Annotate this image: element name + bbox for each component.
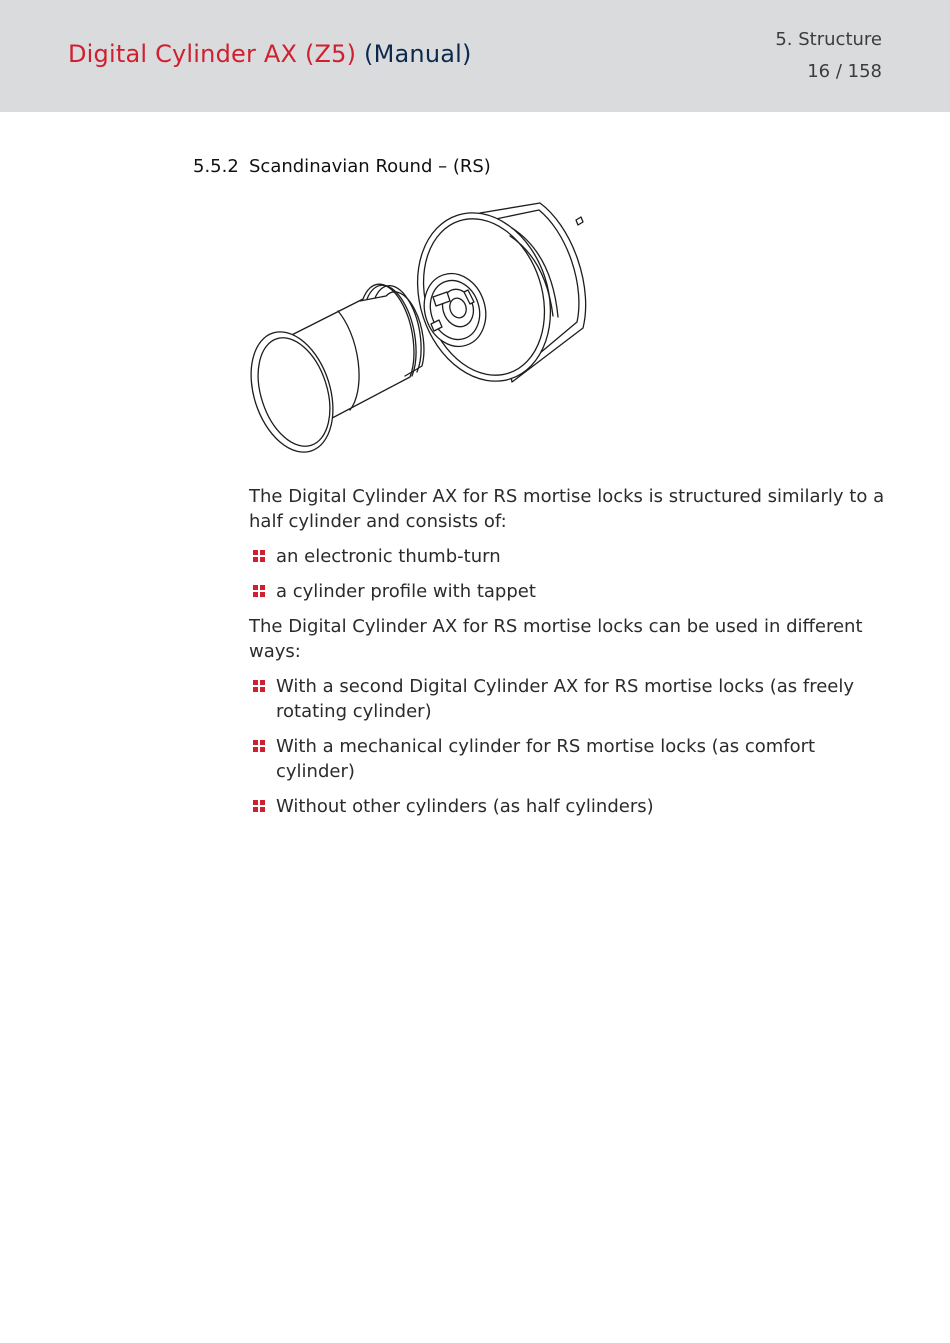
list-item-text: With a second Digital Cylinder AX for RS mortise locks (as freely rotating cylinder)	[276, 676, 855, 722]
section-number: 5.5.2	[193, 156, 239, 177]
usage-list	[249, 674, 889, 819]
document-title-sub: (Manual)	[364, 40, 472, 68]
bullet-icon	[253, 585, 265, 597]
list-item	[249, 734, 889, 784]
list-item	[249, 544, 889, 569]
intro-paragraph: The Digital Cylinder AX for RS mortise locks is structured similarly to a half cylinder and consists of:	[249, 486, 885, 532]
bullet-icon	[253, 740, 265, 752]
section-heading	[193, 156, 491, 177]
bullet-icon	[253, 550, 265, 562]
list-item	[249, 794, 889, 819]
component-list	[249, 544, 889, 604]
list-item-text: an electronic thumb-turn	[276, 546, 501, 567]
list-item-text: Without other cylinders (as half cylinders)	[276, 796, 654, 817]
chapter-name: 5. Structure	[775, 29, 882, 50]
bullet-icon	[253, 800, 265, 812]
page-number: 16 / 158	[807, 61, 882, 82]
page-header	[0, 0, 950, 112]
body-text	[249, 484, 889, 829]
bullet-icon	[253, 680, 265, 692]
usage-paragraph: The Digital Cylinder AX for RS mortise locks can be used in different ways:	[249, 616, 863, 662]
list-item	[249, 579, 889, 604]
document-title-brand: Digital Cylinder AX (Z5)	[68, 40, 357, 68]
list-item	[249, 674, 889, 724]
section-title: Scandinavian Round – (RS)	[249, 156, 491, 177]
list-item-text: With a mechanical cylinder for RS mortise locks (as comfort cylinder)	[276, 736, 816, 782]
list-item-text: a cylinder profile with tappet	[276, 581, 536, 602]
cylinder-lock-drawing-icon	[240, 192, 620, 470]
document-title	[68, 40, 472, 68]
